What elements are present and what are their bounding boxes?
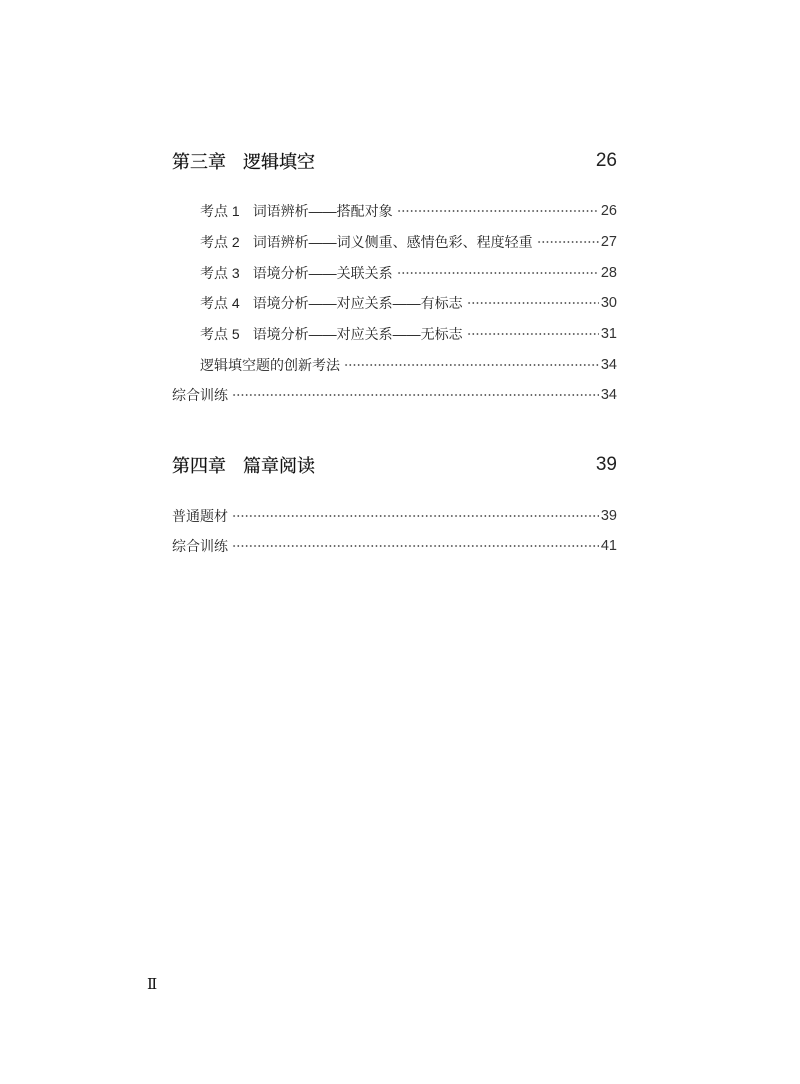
chapter-entries (172, 501, 617, 561)
toc-entry (172, 531, 617, 561)
entry-title: 语境分析——对应关系——有标志 (252, 295, 463, 312)
leader-dots (344, 358, 599, 372)
toc-entry (172, 319, 617, 350)
toc-entry (172, 227, 617, 258)
chapter-label: 第四章 (172, 456, 226, 476)
entry-title: 综合训练 (172, 538, 228, 554)
entry-page-number: 28 (600, 264, 617, 281)
entry-title: 语境分析——关联关系 (252, 264, 393, 281)
entry-page-number: 26 (600, 203, 617, 220)
chapter-title: 篇章阅读 (243, 456, 315, 476)
leader-dots (232, 509, 599, 523)
chapter-heading (172, 453, 617, 477)
chapter-entries (172, 196, 617, 411)
entry-label: 考点 4 (200, 295, 240, 312)
chapter-label: 第三章 (172, 152, 226, 172)
leader-dots (537, 235, 599, 249)
toc-entry (172, 257, 617, 288)
entry-page-number: 34 (600, 387, 617, 404)
entry-title: 词语辨析——搭配对象 (252, 203, 393, 220)
chapter-heading (172, 149, 617, 173)
entry-title: 语境分析——对应关系——无标志 (252, 325, 463, 342)
entry-title: 综合训练 (172, 387, 228, 404)
entry-label: 考点 1 (200, 203, 240, 220)
chapter-heading-text (172, 452, 315, 478)
entry-label: 考点 3 (200, 264, 240, 281)
entry-page-number: 31 (600, 325, 617, 342)
leader-dots (397, 266, 599, 280)
leader-dots (232, 539, 599, 553)
chapter-page-number: 39 (595, 454, 617, 475)
toc-entry (172, 288, 617, 319)
leader-dots (232, 388, 599, 402)
leader-dots (467, 327, 599, 341)
toc-entry (172, 380, 617, 411)
entry-page-number: 30 (600, 295, 617, 312)
entry-page-number: 39 (600, 508, 617, 524)
entry-label: 考点 5 (200, 325, 240, 342)
leader-dots (467, 296, 599, 310)
entry-page-number: 27 (600, 233, 617, 250)
entry-title: 普通题材 (172, 508, 228, 524)
toc-entry (172, 349, 617, 380)
page-folio: Ⅱ (147, 977, 158, 993)
chapter-title: 逻辑填空 (243, 152, 315, 172)
entry-title: 词语辨析——词义侧重、感情色彩、程度轻重 (252, 233, 533, 250)
entry-page-number: 34 (600, 356, 617, 373)
leader-dots (397, 204, 599, 218)
entry-title: 逻辑填空题的创新考法 (200, 356, 340, 373)
toc-entry (172, 501, 617, 531)
toc-entry (172, 196, 617, 227)
entry-page-number: 41 (600, 538, 617, 554)
chapter-page-number: 26 (595, 150, 617, 171)
chapter-heading-text (172, 148, 315, 174)
entry-label: 考点 2 (200, 233, 240, 250)
